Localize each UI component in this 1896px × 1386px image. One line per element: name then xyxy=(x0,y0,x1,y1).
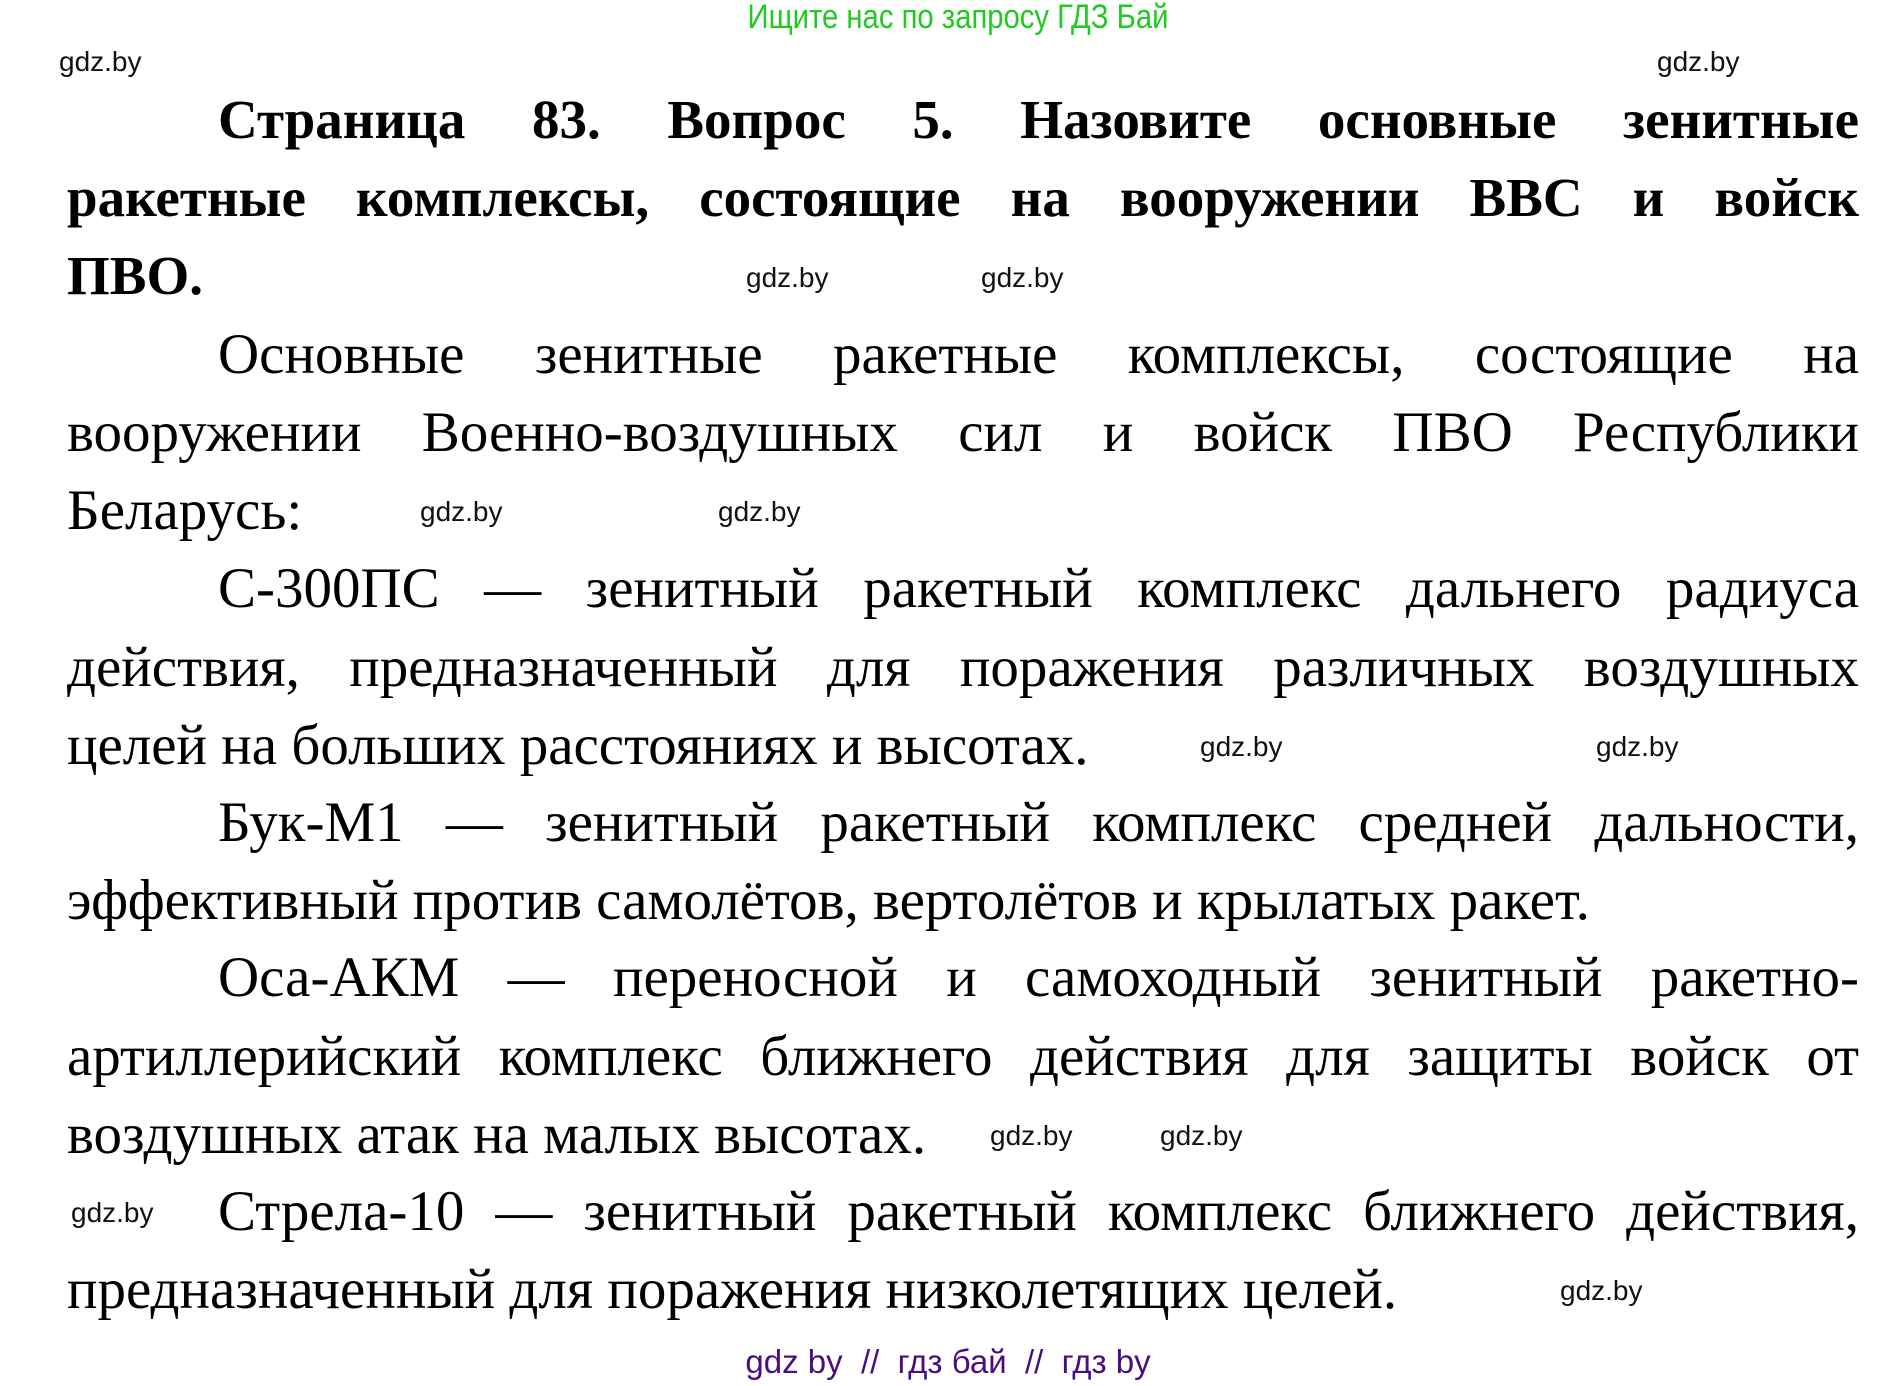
watermark: gdz.by xyxy=(1596,731,1679,762)
watermark: gdz.by xyxy=(1657,46,1740,77)
answer-line: Стрела-10 — зенитный ракетный комплекс ближнего действия, xyxy=(218,1180,1859,1243)
answer-line: Бук-М1 — зенитный ракетный комплекс средней дальности, xyxy=(218,791,1859,854)
watermark: gdz.by xyxy=(981,262,1064,293)
answer-line: артиллерийский комплекс ближнего действия для защиты войск от xyxy=(67,1025,1859,1088)
watermark: gdz.by xyxy=(420,496,503,527)
watermark: gdz.by xyxy=(71,1197,154,1228)
question-title-line-1: Страница 83. Вопрос 5. Назовите основные зенитные xyxy=(218,89,1859,150)
watermark: gdz.by xyxy=(1200,731,1283,762)
watermark: gdz.by xyxy=(718,496,801,527)
answer-line: действия, предназначенный для поражения различных воздушных xyxy=(67,636,1859,699)
search-hint-banner: Ищите нас по запросу ГДЗ Бай xyxy=(747,0,1169,36)
watermark: gdz.by xyxy=(59,46,142,77)
answer-line: предназначенный для поражения низколетящих целей. xyxy=(67,1258,1398,1321)
footer-links: gdz by // гдз бай // гдз by xyxy=(745,1343,1151,1380)
answer-line: целей на больших расстояниях и высотах. xyxy=(67,714,1089,777)
watermark: gdz.by xyxy=(746,262,829,293)
answer-line: Беларусь: xyxy=(67,479,303,542)
watermark: gdz.by xyxy=(1160,1120,1243,1151)
question-title-line-3: ПВО. xyxy=(67,245,203,306)
answer-line: вооружении Военно-воздушных сил и войск ПВО Республики xyxy=(67,401,1859,464)
watermark: gdz.by xyxy=(990,1120,1073,1151)
answer-line: эффективный против самолётов, вертолётов и крылатых ракет. xyxy=(67,869,1590,932)
answer-line: воздушных атак на малых высотах. xyxy=(67,1103,927,1166)
answer-line: Оса-АКМ — переносной и самоходный зенитный ракетно- xyxy=(218,946,1859,1009)
question-title-line-2: ракетные комплексы, состоящие на вооружении ВВС и войск xyxy=(67,167,1859,228)
answer-line: С-300ПС — зенитный ракетный комплекс дальнего радиуса xyxy=(218,557,1859,620)
watermark: gdz.by xyxy=(1560,1275,1643,1306)
answer-line: Основные зенитные ракетные комплексы, состоящие на xyxy=(218,323,1859,386)
